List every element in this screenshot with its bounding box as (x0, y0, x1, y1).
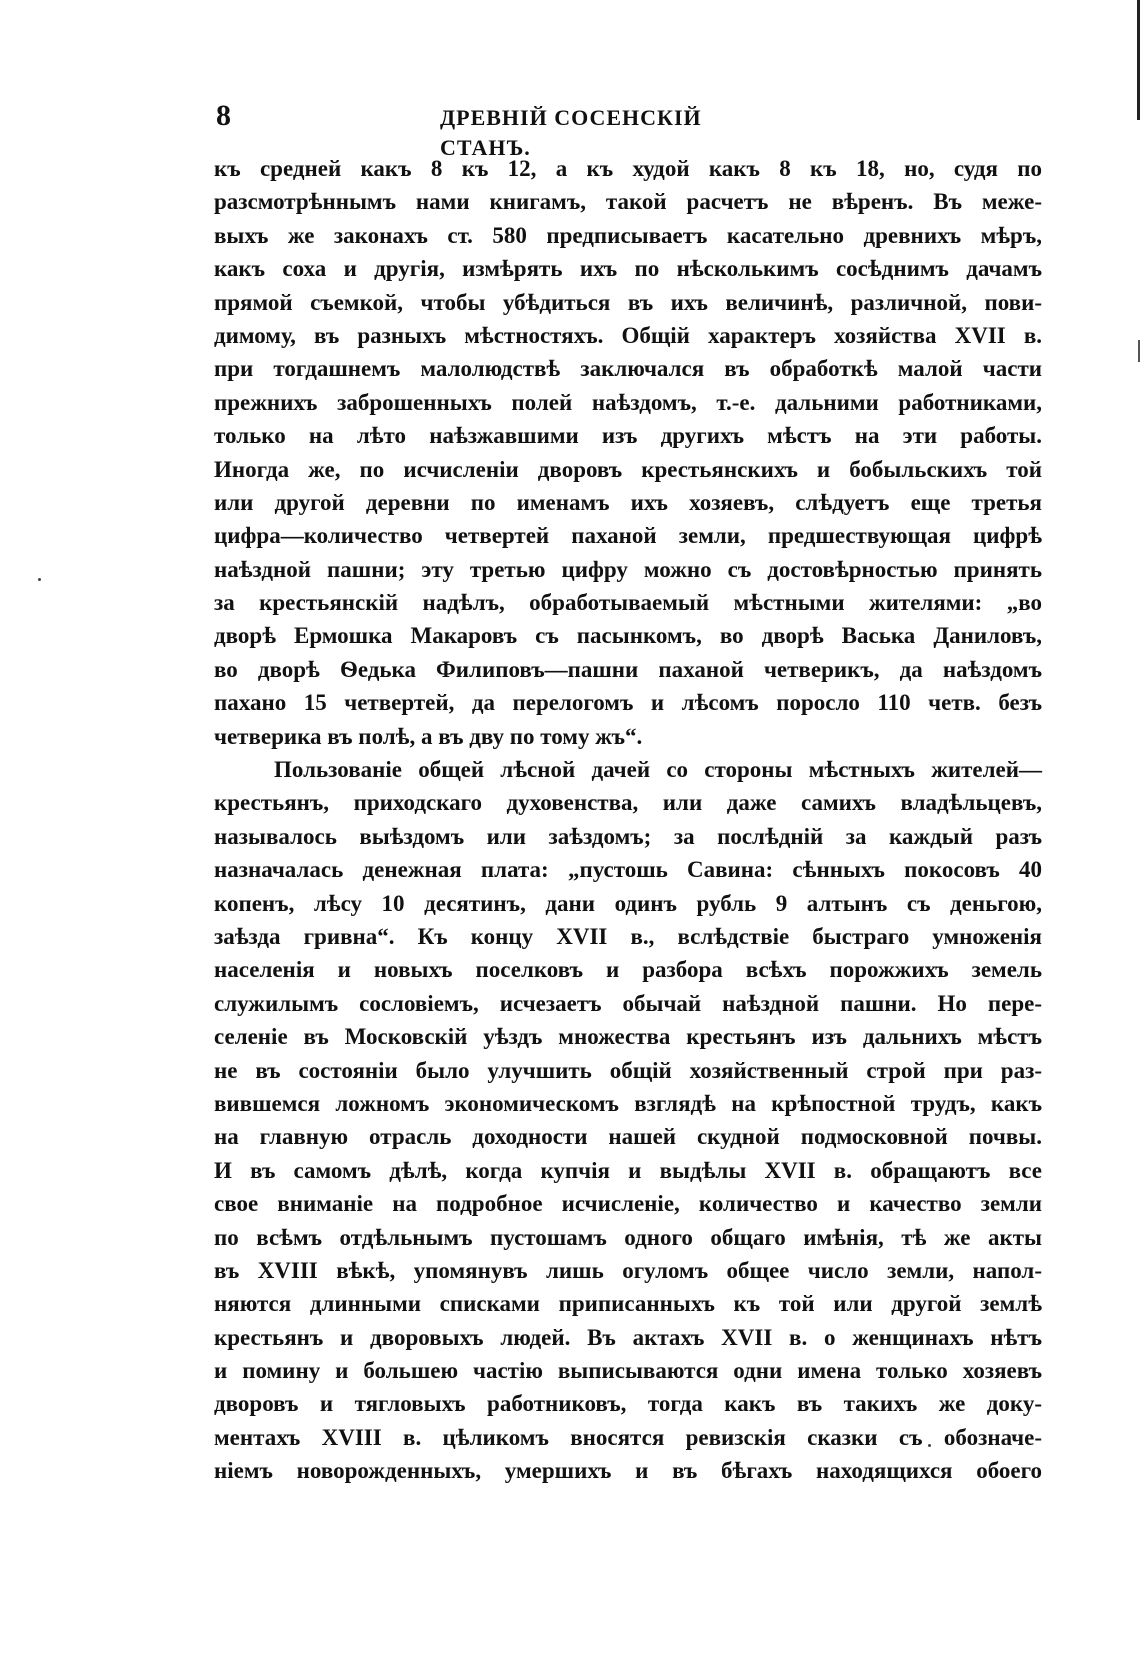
text-line: цифра—количество четвертей паханой земли, предшествующая цифрѣ (214, 523, 1042, 549)
text-line: вившемся ложномъ экономическомъ взглядѣ на крѣпостной трудъ, какъ (214, 1090, 1042, 1116)
text-line: только на лѣто наѣзжавшими изъ другихъ мѣстъ на эти работы. (214, 423, 1042, 449)
text-line: пахано 15 четвертей, да перелогомъ и лѣсомъ поросло 110 четв. безъ (214, 690, 1042, 716)
text-line: на главную отрасль доходности нашей скудной подмосковной почвы. (214, 1124, 1042, 1150)
text-line: къ средней какъ 8 къ 12, а къ худой какъ 8 къ 18, но, судя по (214, 156, 1042, 181)
text-line: въ XVIII вѣкѣ, упомянувъ лишь огуломъ общее число земли, напол- (214, 1257, 1042, 1283)
text-line: по всѣмъ отдѣльнымъ пустошамъ одного общаго имѣнія, тѣ же акты (214, 1224, 1042, 1250)
text-line: называлось выѣздомъ или заѣздомъ; за послѣдній за каждый разъ (214, 823, 1042, 849)
text-line: служилымъ сословіемъ, исчезаетъ обычай наѣздной пашни. Но пере- (214, 990, 1042, 1016)
text-line: во дворѣ Ѳедька Филиповъ—пашни паханой четверикъ, да наѣздомъ (214, 656, 1042, 682)
text-line: прямой съемкой, чтобы убѣдиться въ ихъ величинѣ, различной, пови- (214, 289, 1042, 315)
text-line: ментахъ XVIII в. цѣликомъ вносятся ревизскія сказки съ обозначе- (214, 1424, 1042, 1450)
text-line: крестьянъ и дворовыхъ людей. Въ актахъ XVII в. о женщинахъ нѣтъ (214, 1324, 1042, 1350)
page-number: 8 (216, 99, 231, 132)
text-line: разсмотрѣннымъ нами книгамъ, такой расчетъ не вѣренъ. Въ меже- (214, 189, 1042, 215)
text-line: и помину и большею частію выписываются одни имена только хозяевъ (214, 1358, 1042, 1384)
paragraph-2 (214, 753, 1042, 1488)
text-line: копенъ, лѣсу 10 десятинъ, дани одинъ рубль 9 алтынъ съ деньгою, (214, 890, 1042, 916)
text-line: И въ самомъ дѣлѣ, когда купчія и выдѣлы XVII в. обращаютъ все (214, 1157, 1042, 1183)
paragraph-1 (214, 152, 1042, 753)
text-line: дворовъ и тягловыхъ работниковъ, тогда какъ въ такихъ же доку- (214, 1391, 1042, 1417)
text-line: няются длинными списками приписанныхъ къ той или другой землѣ (214, 1291, 1042, 1317)
text-line: за крестьянскій надѣлъ, обработываемый мѣстными жителями: „во (214, 590, 1042, 616)
body-text (214, 152, 1042, 1488)
text-line: назначалась денежная плата: „пустошь Савина: сѣнныхъ покосовъ 40 (214, 857, 1042, 883)
text-line: четверика въ полѣ, а въ дву по тому жъ“. (214, 723, 643, 749)
text-line: населенія и новыхъ поселковъ и разбора всѣхъ порожжихъ земель (214, 957, 1042, 983)
text-line: заѣзда гривна“. Къ концу XVII в., вслѣдствіе быстраго умноженія (214, 923, 1042, 949)
text-line: Пользованіе общей лѣсной дачей со стороны мѣстныхъ жителей— (274, 757, 1042, 783)
text-line: селеніе въ Московскій уѣздъ множества крестьянъ изъ дальнихъ мѣстъ (214, 1024, 1042, 1050)
text-line: какъ соха и другія, измѣрять ихъ по нѣсколькимъ сосѣднимъ дачамъ (214, 256, 1042, 282)
text-line: наѣздной пашни; эту третью цифру можно съ достовѣрностью принять (214, 556, 1042, 582)
text-line: прежнихъ заброшенныхъ полей наѣздомъ, т.-е. дальними работниками, (214, 389, 1042, 415)
scan-speck (38, 578, 41, 581)
text-line: Иногда же, по исчисленіи дворовъ крестьянскихъ и бобыльскихъ той (214, 456, 1042, 482)
text-line: при тогдашнемъ малолюдствѣ заключался въ обработкѣ малой части (214, 356, 1042, 382)
text-line: или другой деревни по именамъ ихъ хозяевъ, слѣдуетъ еще третья (214, 489, 1042, 515)
text-line: свое вниманіе на подробное исчисленіе, количество и качество земли (214, 1191, 1042, 1217)
text-line: ніемъ новорожденныхъ, умершихъ и въ бѣгахъ находящихся обоего (214, 1458, 1042, 1484)
running-title: ДРЕВНІЙ СОСЕНСКІЙ СТАНЪ. (440, 105, 702, 160)
text-line: димому, въ разныхъ мѣстностяхъ. Общій характеръ хозяйства XVII в. (214, 322, 1042, 348)
text-line: выхъ же законахъ ст. 580 предписываетъ касательно древнихъ мѣръ, (214, 222, 1042, 248)
text-line: крестьянъ, приходскаго духовенства, или даже самихъ владѣльцевъ, (214, 790, 1042, 816)
text-line: дворѣ Ермошка Макаровъ съ пасынкомъ, во дворѣ Васька Даниловъ, (214, 623, 1042, 649)
text-line: не въ состояніи было улучшить общій хозяйственный строй при раз- (214, 1057, 1042, 1083)
